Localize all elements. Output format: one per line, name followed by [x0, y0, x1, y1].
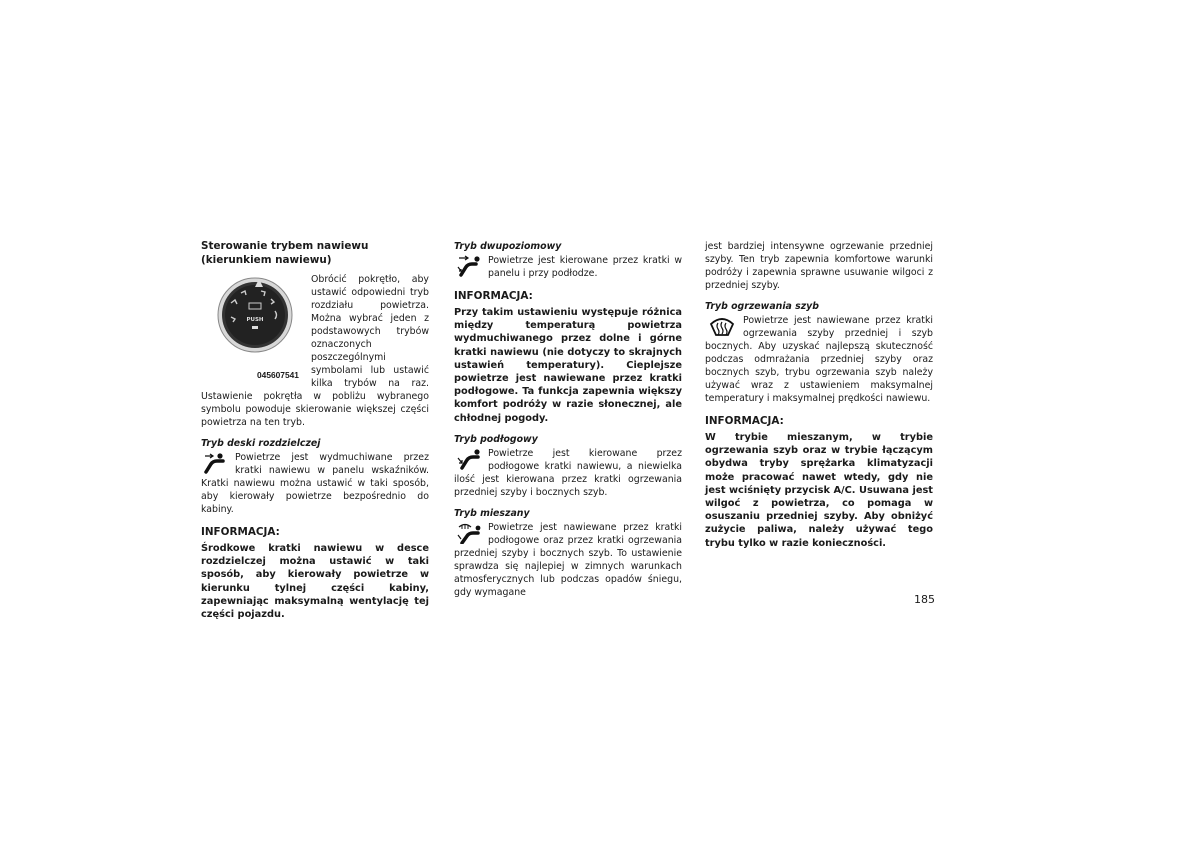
panel-mode-icon — [203, 452, 229, 474]
mode3-text: Powietrze jest kierowane przez podłogowe kratki nawiewu, a niewielka ilość jest kierowana przez kratki ogrzewania przedniej szyby i bocznych szyb. — [454, 447, 682, 498]
defrost-mode-icon — [707, 315, 737, 337]
mode4-text: Powietrze jest nawiewane przez kratki podłogowe oraz przez kratki ogrzewania przedniej szyby i bocznych szyb. To ustawienie sprawdza się najlepiej w zimnych warunkach atmosferycznych lub podczas opadów śniegu, gdy wymagane — [454, 521, 682, 598]
info-text-1: Środkowe kratki nawiewu w desce rozdzielczej można ustawić w taki sposób, aby kierowały powietrze w kierunku tylnej części kabiny, zapewniając maksymalną wentylację tej części pojazdu. — [201, 543, 429, 621]
section-heading: Sterowanie trybem nawiewu (kierunkiem nawiewu) — [201, 240, 369, 266]
info-text-3: W trybie mieszanym, w trybie ogrzewania szyb oraz w trybie łączącym obydwa tryby sprężarka klimatyzacji może pracować nawet wtedy, gdy nie jest wciśnięty przycisk A/C. Usuwana jest wilgoć z powietrza, co pomaga w osuszaniu przedniej szyby. Aby obniżyć zużycie paliwa, należy używać tego trybu tylko w razie konieczności. — [705, 432, 933, 549]
column-3 — [705, 240, 933, 550]
info-label-3: INFORMACJA: — [705, 415, 784, 427]
info-text-2: Przy takim ustawieniu występuje różnica między temperaturą powietrza wydmuchiwanego przez dolne i górne kratki nawiewu (nie dotyczy to skrajnych ustawień temperatury). Cieplejsze powietrze jest nawiewane przez kratki podłogowe. Ta funkcja zapewnia większy komfort podróży w razie słonecznej, ale chłodnej pogody. — [454, 307, 682, 424]
push-label: PUSH — [246, 317, 264, 323]
bilevel-mode-icon — [456, 255, 482, 277]
mode-knob-figure — [201, 273, 305, 379]
mode2-text: Powietrze jest kierowane przez kratki w panelu i przy podłodze. — [488, 255, 682, 279]
intro-paragraph: Obrócić pokrętło, aby ustawić odpowiedni tryb rozdziału powietrza. Można wybrać jeden z podstawowych trybów oznaczonych poszczególnymi symbolami lub ustawić kilka trybów na raz. Ustawienie pokrętła w pobliżu wybranego symbolu powoduje skierowanie większej części powietrza na ten tryb. — [201, 274, 429, 428]
column-2 — [454, 240, 682, 599]
mode1-title: Tryb deski rozdzielczej — [201, 438, 321, 449]
mode2-title: Tryb dwupoziomowy — [454, 241, 562, 252]
page-number: 185 — [914, 593, 935, 606]
mode5-title: Tryb ogrzewania szyb — [705, 301, 819, 312]
floor-mode-icon — [456, 448, 482, 470]
mix-mode-icon — [456, 522, 482, 544]
info-label-2: INFORMACJA: — [454, 290, 533, 302]
mode1-text: Powietrze jest wydmuchiwane przez kratki nawiewu w panelu wskaźników. Kratki nawiewu można ustawić w taki sposób, aby kierowały powietrze bezpośrednio do kabiny. — [201, 452, 429, 515]
figure-code: 045607541 — [257, 370, 299, 380]
column-1 — [201, 240, 429, 621]
mode5-text: Powietrze jest nawiewane przez kratki ogrzewania szyby przedniej i szyb bocznych. Aby uzyskać najlepszą skuteczność podczas odmrażania przedniej szyby oraz bocznych szyb, trybu ogrzewania szyb należy używać wraz z ustawieniem maksymalnej temperatury i maksymalnej prędkości nawiewu. — [705, 315, 933, 404]
mode4-title: Tryb mieszany — [454, 507, 530, 519]
mode-knob-icon — [201, 273, 305, 369]
info-label-1: INFORMACJA: — [201, 526, 280, 538]
continued-text: jest bardziej intensywne ogrzewanie przedniej szyby. Ten tryb zapewnia komfortowe warunki podróży i zapewnia sprawne usuwanie wilgoci z przedniej szyby. — [705, 241, 933, 291]
mode3-title: Tryb podłogowy — [454, 433, 538, 445]
